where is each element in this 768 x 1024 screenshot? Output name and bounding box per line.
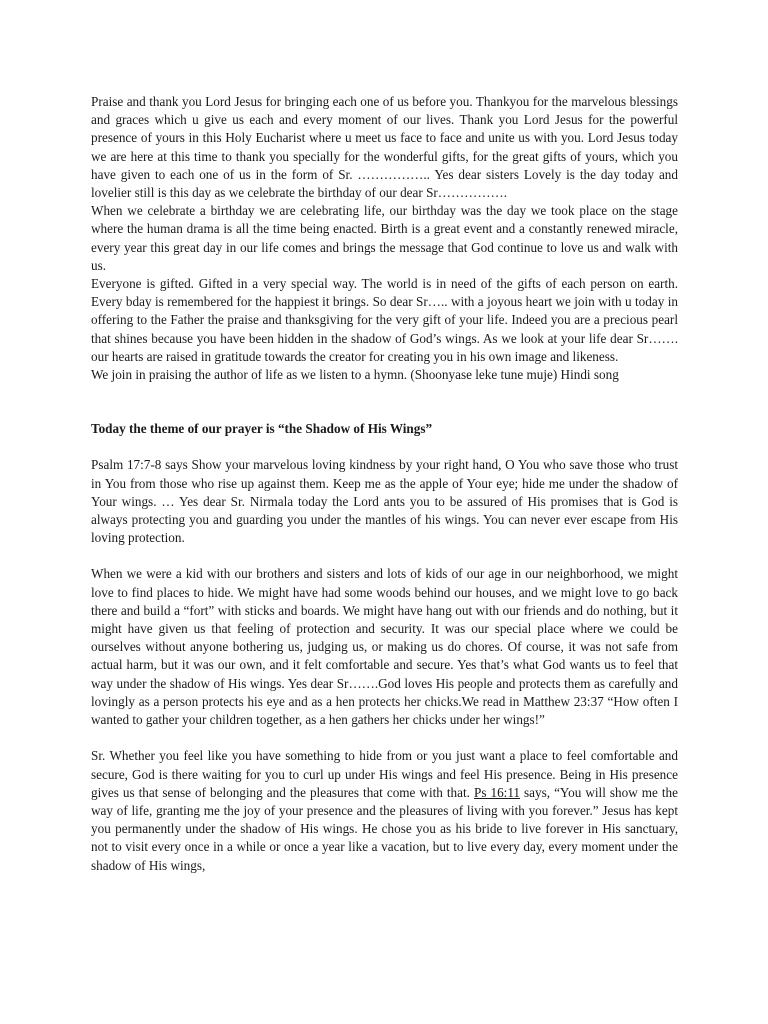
section-heading: Today the theme of our prayer is “the Shadow of His Wings” (91, 421, 433, 437)
paragraph-psalm: Psalm 17:7-8 says Show your marvelous loving kindness by your right hand, O You who save those who trust in You from those who rise up against them. Keep me as the apple of Your eye; hide me under the shadow of Your wings. … Yes dear Sr. Nirmala today the Lord ants you to be assured of His promises that is God is always protecting you and guarding you under the mantles of his wings. You can never ever escape from His loving protection. (91, 457, 678, 546)
paragraph-opening-prayer: Praise and thank you Lord Jesus for bringing each one of us before you. Thankyou for the marvelous blessings and graces which u give us each and every moment of our lives. Thank you Lord Jesus for the powerful presence of yours in this Holy Eucharist where u meet us face to face and unite us with you. Lord Jesus today we are here at this time to thank you specially for the wonderful gifts, for the great gifts of yours, which you have given to each one of us in the form of Sr. …………….. Yes dear sisters Lovely is the day today and lovelier still is this day as we celebrate the birthday of our dear Sr……………. (91, 94, 678, 201)
document-page (91, 93, 678, 875)
paragraph-presence-text-end: says, “You will show me the way of life, granting me the joy of your presence and the pleasures of living with you forever.” Jesus has kept you permanently under the shadow of His wings. He chose you as his bride to live forever in His sanctuary, not to visit every once in a while or once a year like a vacation, but to live every day, every moment under the shadow of His wings, (91, 784, 678, 873)
paragraph-hymn: We join in praising the author of life as we listen to a hymn. (Shoonyase leke tune muje) Hindi song (91, 367, 619, 383)
paragraph-everyone-gifted: Everyone is gifted. Gifted in a very special way. The world is in need of the gifts of each person on earth. Every bday is remembered for the happiest it brings. So dear Sr….. with a joyous heart we join with u today in offering to the Father the praise and thanksgiving for the very gift of your life. Indeed you are a precious pearl that shines because you have been hidden in the shadow of God’s wings. As we look at your life dear Sr……. our hearts are raised in gratitude towards the creator for creating you in his own image and likeness. (91, 276, 678, 364)
paragraph-childhood-hiding: When we were a kid with our brothers and sisters and lots of kids of our age in our neighborhood, we might love to find places to hide. We might have had some woods behind our houses, and we might love to go back there and build a “fort” with sticks and boards. We might have hang out with our friends and do nothing, but it might have given us that feeling of protection and security. It was our special place where we could be ourselves without anyone bothering us, judging us, or making us do chores. Of course, it was not safe from actual harm, but it was our own, and it felt comfortable and secure. Yes that’s what God wants us to feel that way under the shadow of His wings. Yes dear Sr…….God loves His people and protects them as carefully and lovingly as a person protects his eye and as a hen protects her chicks.We read in Matthew 23:37 “How often I wanted to gather your children together, as a hen gathers her chicks under her wings!” (91, 566, 678, 728)
paragraph-presence (91, 747, 678, 874)
paragraph-presence-text-start: Sr. Whether you feel like you have something to hide from or you just want a place to feel comfortable and secure, God is there waiting for you to curl up under His wings and feel His presence. Being in His presence gives us that sense of belonging and the pleasures that come with that. (91, 748, 678, 800)
scripture-reference-link[interactable]: Ps 16:11 (473, 784, 521, 800)
paragraph-birthday-life: When we celebrate a birthday we are celebrating life, our birthday was the day we took place on the stage where the human drama is all the time being enacted. Birth is a great event and a constantly renewed miracle, every year this great day in our life comes and brings the message that God continue to love us and walk with us. (91, 203, 678, 273)
